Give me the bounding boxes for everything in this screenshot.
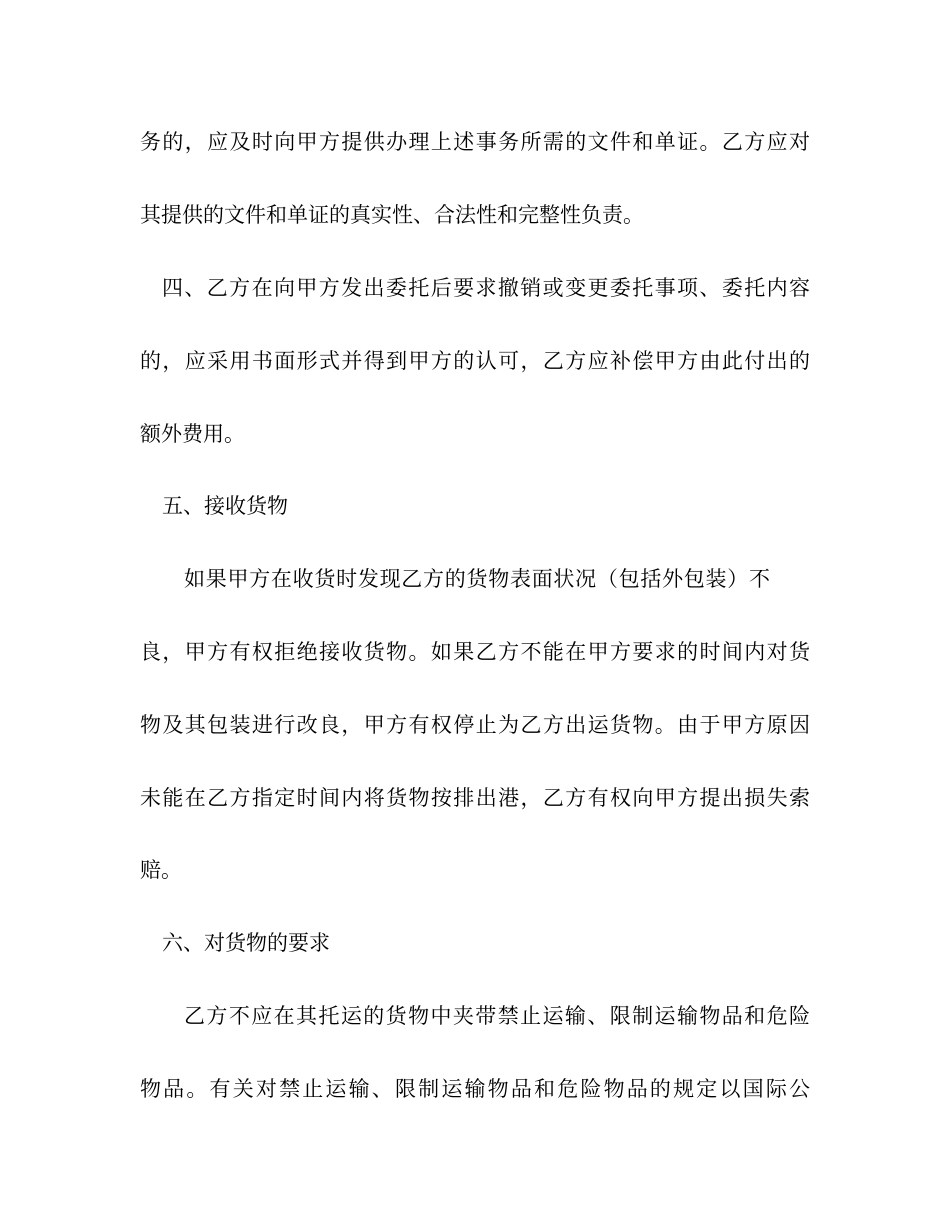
text-line: 未能在乙方指定时间内将货物按排出港，乙方有权向甲方提出损失索 [140, 786, 810, 810]
paragraph-start-line: 乙方不应在其托运的货物中夹带禁止运输、限制运输物品和危险 [184, 1004, 810, 1028]
section-heading: 六、对货物的要求 [162, 931, 330, 955]
text-line: 其提供的文件和单证的真实性、合法性和完整性负责。 [140, 203, 644, 227]
text-line: 物品。有关对禁止运输、限制运输物品和危险物品的规定以国际公 [140, 1077, 810, 1101]
text-line: 良，甲方有权拒绝接收货物。如果乙方不能在甲方要求的时间内对货 [140, 640, 810, 664]
text-line: 务的，应及时向甲方提供办理上述事务所需的文件和单证。乙方应对 [140, 130, 810, 154]
text-line: 的，应采用书面形式并得到甲方的认可，乙方应补偿甲方由此付出的 [140, 349, 810, 373]
section-heading-line: 四、乙方在向甲方发出委托后要求撤销或变更委托事项、委托内容 [162, 276, 810, 300]
paragraph-start-line: 如果甲方在收货时发现乙方的货物表面状况（包括外包装）不 [184, 567, 770, 591]
section-heading: 五、接收货物 [162, 494, 288, 518]
text-line: 赔。 [140, 858, 182, 882]
text-line: 额外费用。 [140, 422, 245, 446]
text-line: 物及其包装进行改良，甲方有权停止为乙方出运货物。由于甲方原因 [140, 713, 810, 737]
